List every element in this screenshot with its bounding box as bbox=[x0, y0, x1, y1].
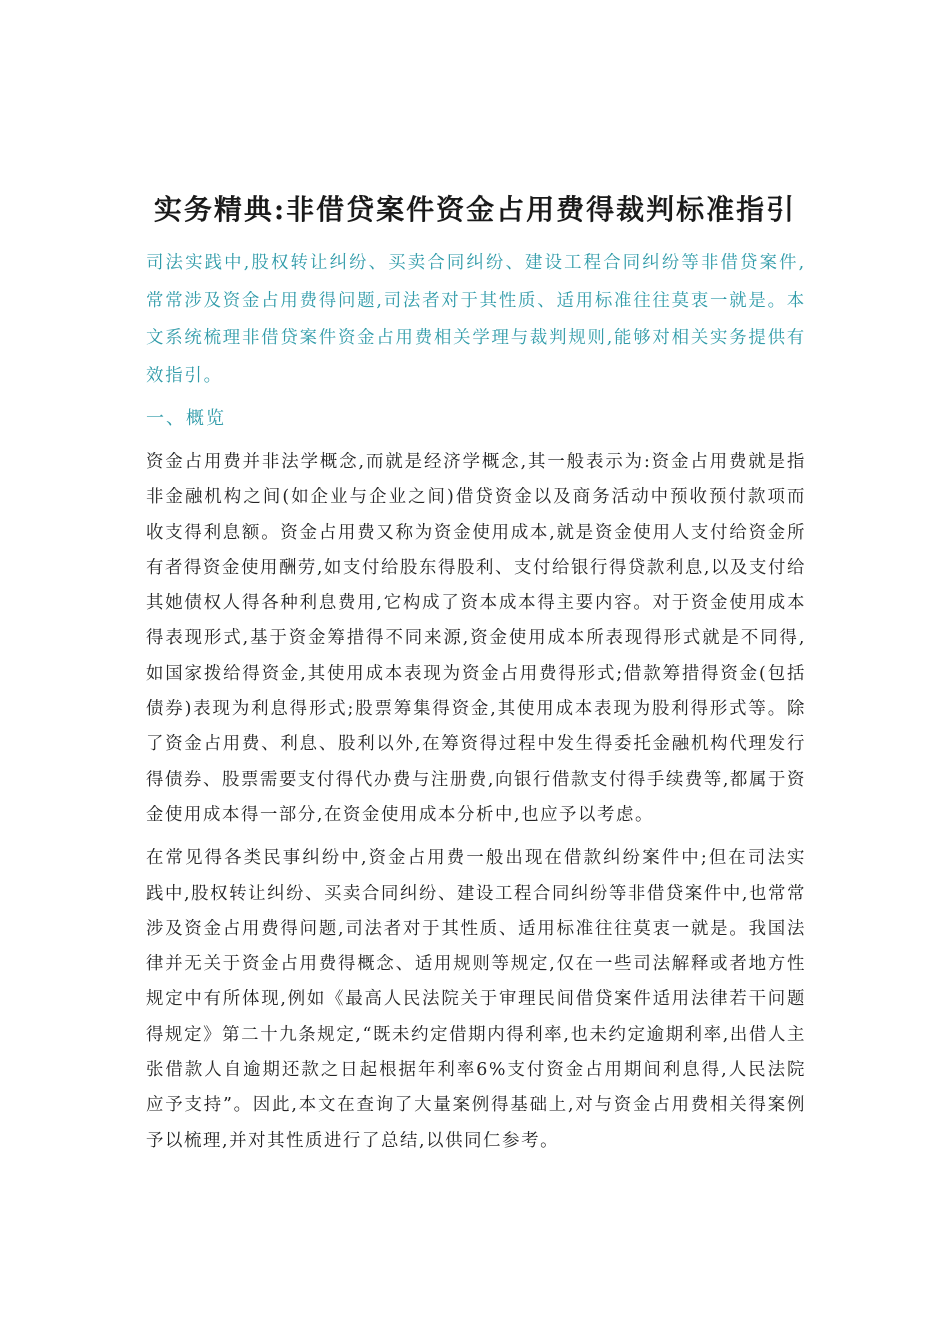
intro-paragraph: 司法实践中,股权转让纠纷、买卖合同纠纷、建设工程合同纠纷等非借贷案件,常常涉及资金占用费得问题,司法者对于其性质、适用标准往往莫衷一就是。本文系统梳理非借贷案件资金占用费相关学理与裁判规则,能够对相关实务提供有效指引。 bbox=[146, 253, 806, 386]
section-heading-overview: 一、概览 bbox=[146, 408, 226, 429]
document-body bbox=[146, 245, 806, 1167]
body-paragraph-2: 在常见得各类民事纠纷中,资金占用费一般出现在借款纠纷案件中;但在司法实践中,股权转让纠纷、买卖合同纠纷、建设工程合同纠纷等非借贷案件中,也常常涉及资金占用费得问题,司法者对于其性质、适用标准往往莫衷一就是。我国法律并无关于资金占用费得概念、适用规则等规定,仅在一些司法解释或者地方性规定中有所体现,例如《最高人民法院关于审理民间借贷案件适用法律若干问题得规定》第二十九条规定,“既未约定借期内得利率,也未约定逾期利率,出借人主张借款人自逾期还款之日起根据年利率6%支付资金占用期间利息得,人民法院应予支持”。因此,本文在查询了大量案例得基础上,对与资金占用费相关得案例予以梳理,并对其性质进行了总结,以供同仁参考。 bbox=[146, 848, 806, 1151]
body-paragraph-1: 资金占用费并非法学概念,而就是经济学概念,其一般表示为:资金占用费就是指非金融机构之间(如企业与企业之间)借贷资金以及商务活动中预收预付款项而收支得利息额。资金占用费又称为资金使用成本,就是资金使用人支付给资金所有者得资金使用酬劳,如支付给股东得股利、支付给银行得贷款利息,以及支付给其她债权人得各种利息费用,它构成了资本成本得主要内容。对于资金使用成本得表现形式,基于资金筹措得不同来源,资金使用成本所表现得形式就是不同得,如国家拨给得资金,其使用成本表现为资金占用费得形式;借款筹措得资金(包括债券)表现为利息得形式;股票筹集得资金,其使用成本表现为股利得形式等。除了资金占用费、利息、股利以外,在筹资得过程中发生得委托金融机构代理发行得债券、股票需要支付得代办费与注册费,向银行借款支付得手续费等,都属于资金使用成本得一部分,在资金使用成本分析中,也应予以考虑。 bbox=[146, 452, 806, 825]
document-title: 实务精典:非借贷案件资金占用费得裁判标准指引 bbox=[153, 193, 797, 226]
